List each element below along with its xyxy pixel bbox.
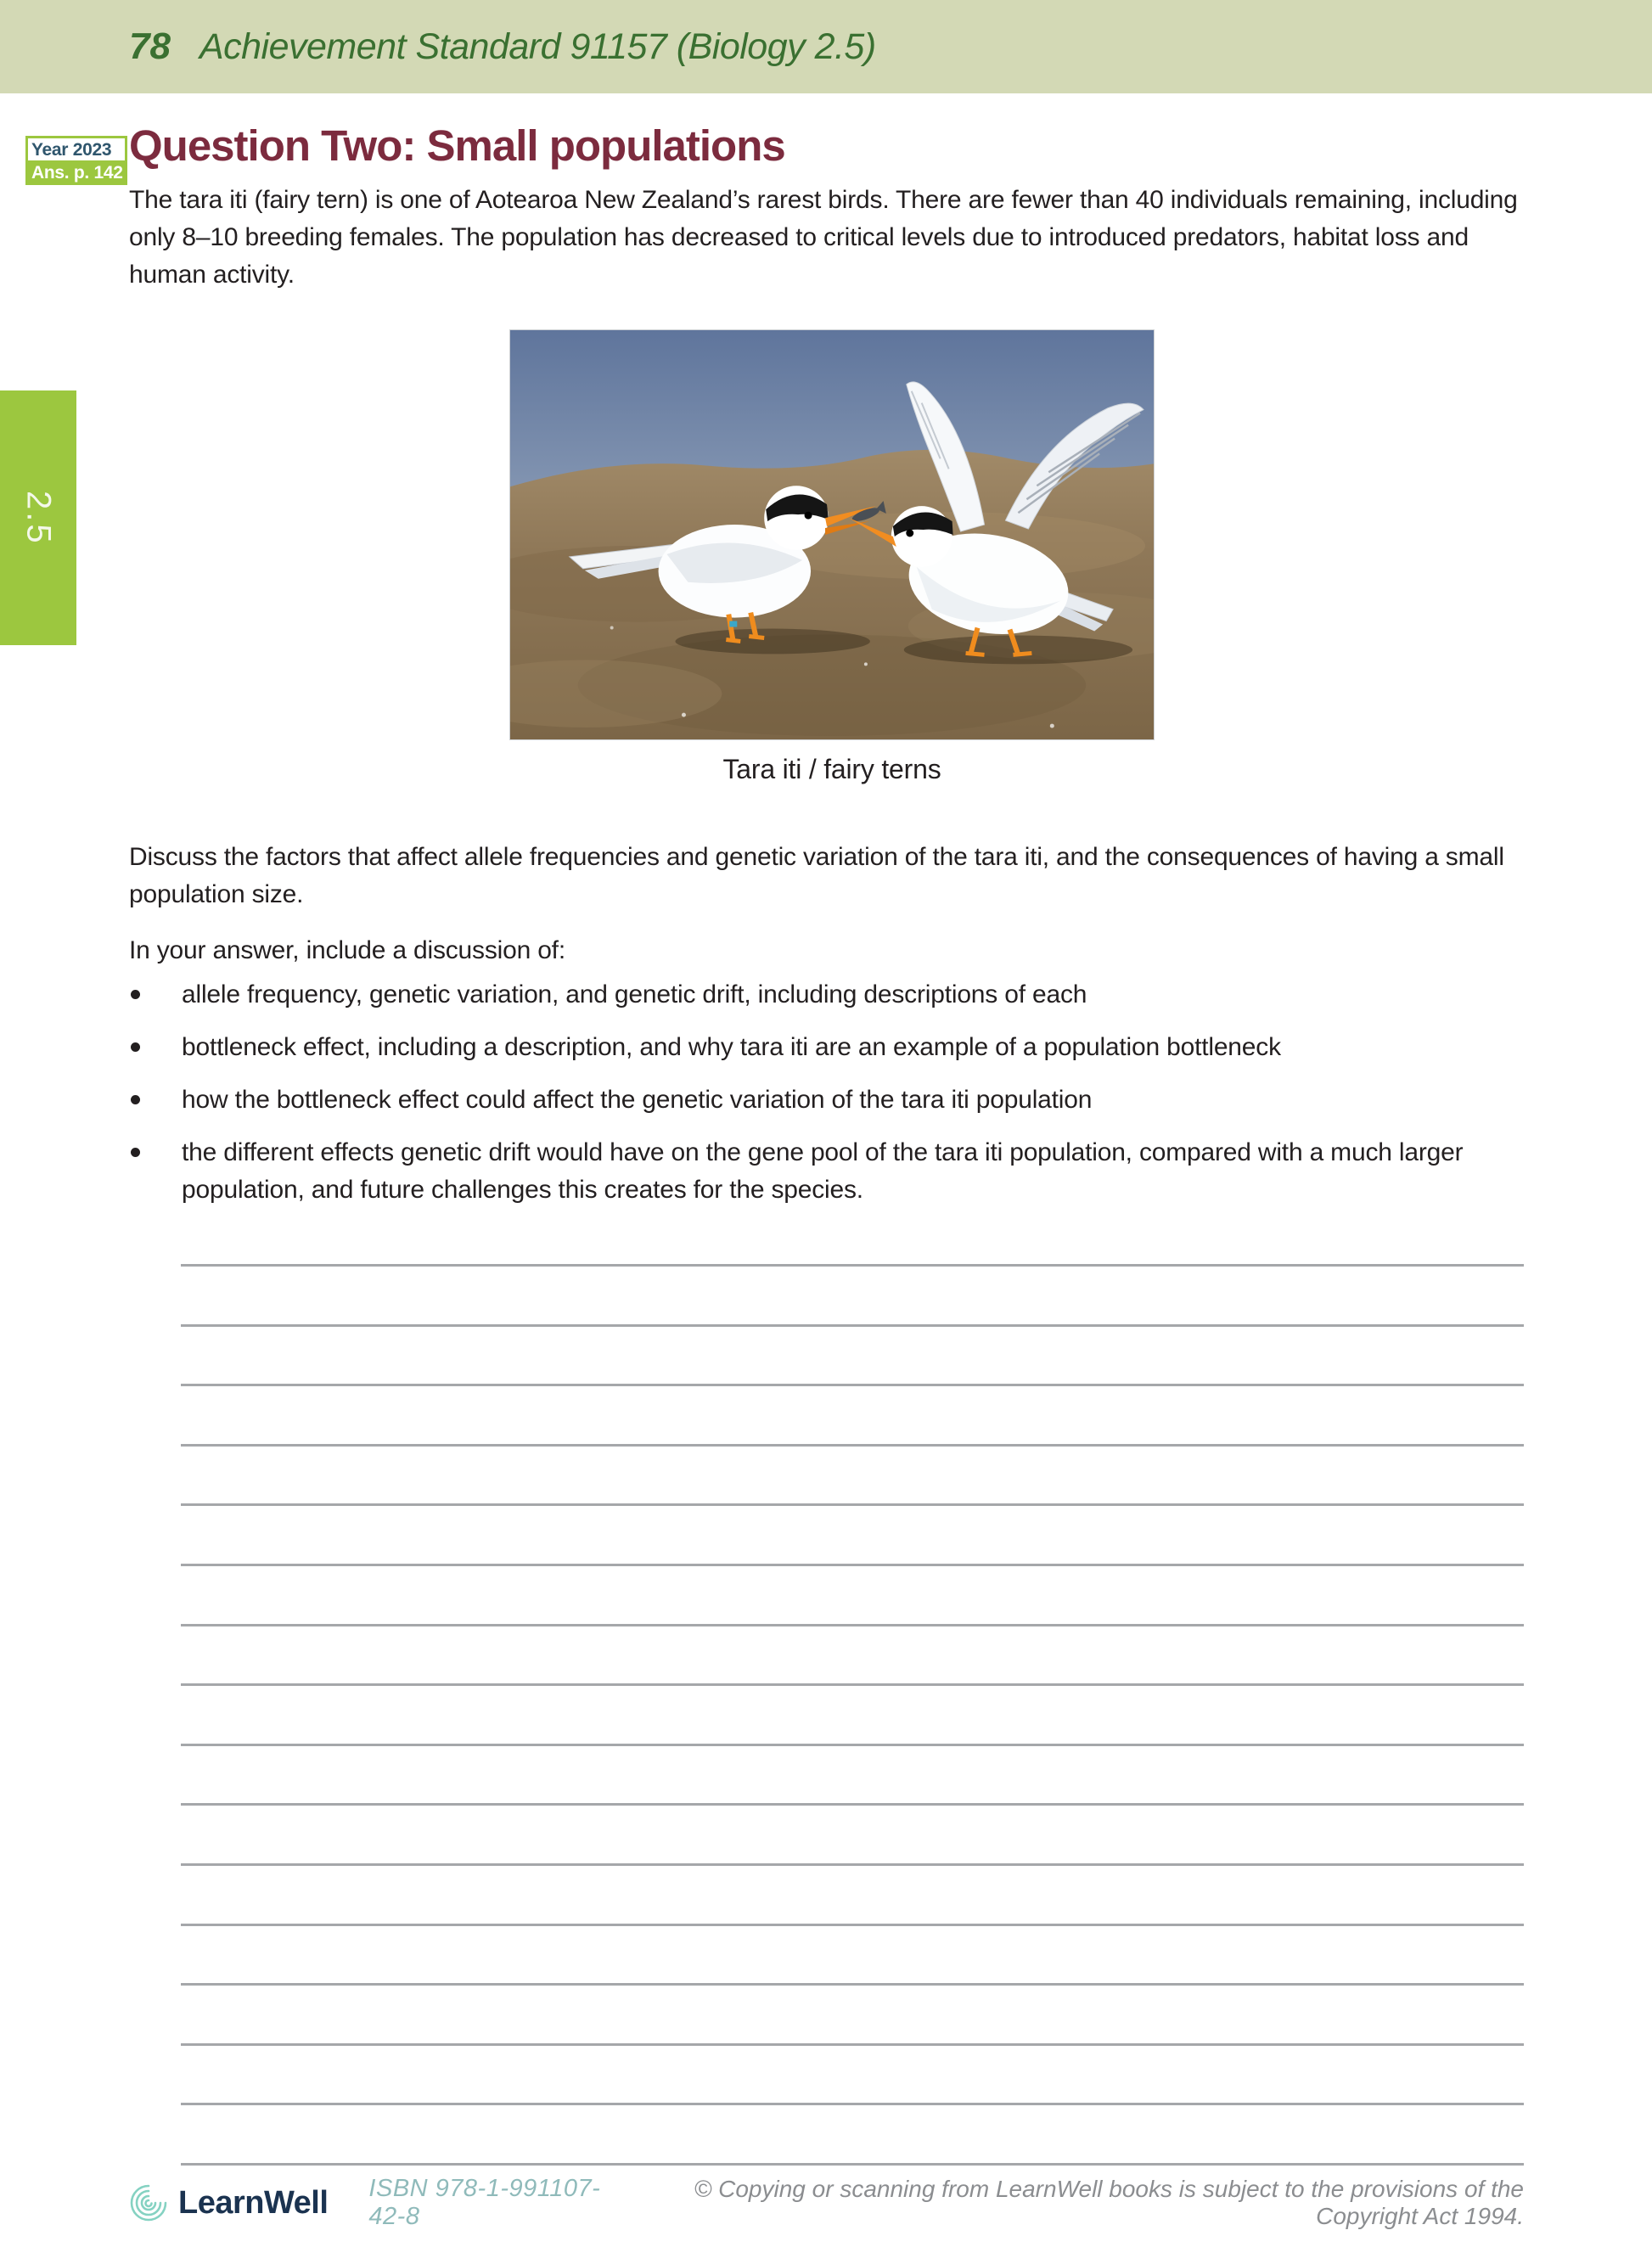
learnwell-logo-icon: [129, 2183, 168, 2222]
bullet-text: allele frequency, genetic variation, and genetic drift, including descriptions of each: [182, 980, 1087, 1008]
bullet-text: the different effects genetic drift would have on the gene pool of the tara iti population, compared with a much larger population, and future challenges this creates for the species.: [182, 1138, 1464, 1204]
badge-year: Year 2023: [28, 138, 125, 160]
chapter-side-tab: [0, 390, 76, 645]
bullet-item: [129, 1029, 1572, 1066]
side-tab-label: 2.5: [20, 490, 58, 546]
tara-iti-photo-art: [510, 330, 1154, 739]
answer-line: [181, 1744, 1524, 1804]
answer-line: [181, 1503, 1524, 1564]
answer-line: [181, 1444, 1524, 1504]
answer-line: [181, 1863, 1524, 1924]
bullet-text: how the bottleneck effect could affect the genetic variation of the tara iti population: [182, 1086, 1093, 1114]
badge-answer-ref: Ans. p. 142: [28, 160, 125, 183]
answer-line: [181, 1803, 1524, 1863]
answer-line: [181, 1384, 1524, 1444]
answer-line: [181, 1924, 1524, 1984]
answer-line: [181, 1324, 1524, 1385]
question-instruction: In your answer, include a discussion of:: [129, 936, 565, 964]
year-answer-badge: [25, 136, 127, 185]
answer-line: [181, 1983, 1524, 2043]
answer-line: [181, 2103, 1524, 2163]
bullet-item: [129, 976, 1572, 1014]
bullet-dot-icon: [131, 1042, 140, 1052]
question-task: Discuss the factors that affect allele frequencies and genetic variation of the tara iti, and the consequences of having a small population size.: [129, 843, 1504, 908]
page-footer: [129, 2175, 1524, 2231]
photo-caption: Tara iti / fairy terns: [722, 754, 941, 784]
answer-line: [181, 1624, 1524, 1684]
answer-line: [181, 1564, 1524, 1624]
bullet-dot-icon: [131, 1095, 140, 1104]
answer-line: [181, 2043, 1524, 2104]
bullet-text: bottleneck effect, including a description, and why tara iti are an example of a population bottleneck: [182, 1033, 1281, 1061]
bullet-list: [129, 976, 1572, 1224]
header-title: Achievement Standard 91157 (Biology 2.5): [199, 25, 876, 67]
answer-line: [181, 1683, 1524, 1744]
page-number: 78: [129, 25, 171, 67]
answer-lines: [181, 1264, 1524, 2223]
isbn-text: ISBN 978-1-991107-42-8: [368, 2175, 601, 2230]
bullet-dot-icon: [131, 1148, 140, 1157]
bullet-item: [129, 1081, 1572, 1119]
answer-line: [181, 1264, 1524, 1324]
bullet-dot-icon: [131, 990, 140, 999]
question-intro: The tara iti (fairy tern) is one of Aotearoa New Zealand’s rarest birds. There are fewer than 40 individuals remaining, including only 8–10 breeding females. The population has decreased to critical levels due to introduced predators, habitat loss and human activity.: [129, 186, 1518, 289]
bullet-item: [129, 1134, 1572, 1209]
copyright-text: © Copying or scanning from LearnWell books is subject to the provisions of the Copyright Act 1994.: [694, 2176, 1524, 2229]
brand-name: LearnWell: [178, 2184, 329, 2221]
tara-iti-photo: [509, 329, 1155, 740]
question-heading: Question Two: Small populations: [129, 121, 785, 170]
page-header: [0, 0, 1652, 93]
